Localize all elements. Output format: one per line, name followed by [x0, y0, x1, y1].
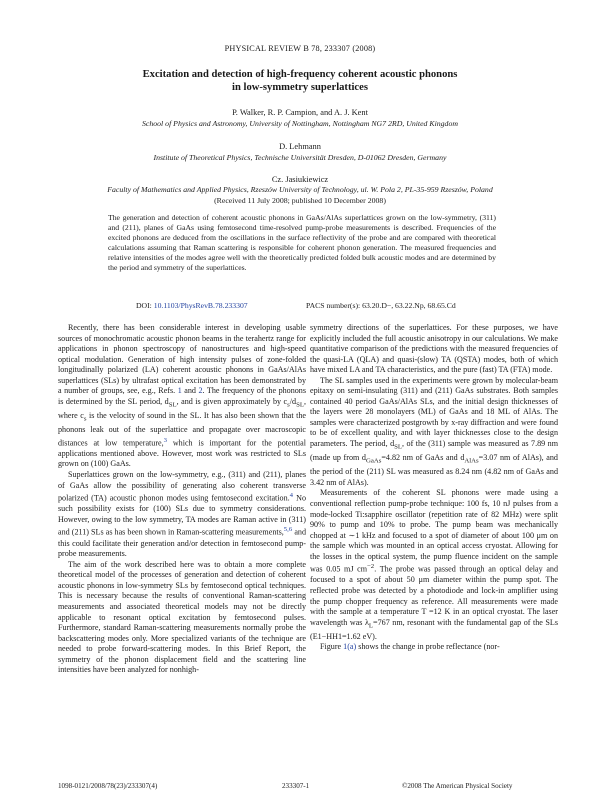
affiliation-2: Institute of Theoretical Physics, Technische Universität Dresden, D-01062 Dresden, Germany — [153, 153, 447, 162]
paragraph: The aim of the work described here was to obtain a more complete theoretical model of the processes of generation and detection of coherent acoustic phonons in low-symmetry SLs by femtosecond optical techniques. This is necessary because the results of conventional Raman-scattering measurements and associated theoretical models may not be directly applicable to resonant optical excitation by femtosecond pulses. Furthermore, standard Raman-scattering measurements normally probe the backscattering modes only. More specialized variants of the technique are needed to probe forward-scattering modes. In this Brief Report, the symmetry of the phonon displacement field and the scattering line intensities have been analyzed for nonhigh- — [58, 559, 306, 675]
reference-link[interactable]: 2 — [198, 386, 203, 396]
pacs-numbers: PACS number(s): 63.20.D−, 63.22.Np, 68.65.Cd — [306, 301, 456, 310]
author-list-2: D. Lehmann — [279, 142, 321, 151]
author-list-3: Cz. Jasiukiewicz — [271, 175, 329, 184]
journal-header: PHYSICAL REVIEW B 78, 233307 (2008) — [224, 44, 376, 53]
received-dates: (Received 11 July 2008; published 10 December 2008) — [214, 196, 386, 205]
doi-label: DOI: — [136, 301, 152, 310]
affiliation-3: Faculty of Mathematics and Applied Physics, Rzeszów University of Technology, ul. W. Pola 2, PL-35-959 Rzeszów, Poland — [107, 185, 493, 194]
paragraph: symmetry directions of the superlattices. For these purposes, we have explicitly included the full acoustic anisotropy in our calculations. We make quantitative comparison of the predictions with the measured frequencies of the quasi-LA (QLA) and quasi-(slow) TA (QSTA) modes, both of which have mixed LA and TA characteristics, and the pure (fast) TA (FTA) mode. — [310, 323, 558, 375]
reference-link[interactable]: 5,6 — [283, 526, 293, 534]
paper-title — [60, 68, 540, 94]
affiliation-1: School of Physics and Astronomy, University of Nottingham, Nottingham NG7 2RD, United Kingdom — [142, 119, 458, 128]
body-left-column — [58, 323, 306, 676]
paragraph: The SL samples used in the experiments were grown by molecular-beam epitaxy on semi-insulating (311) and (211) GaAs substrates. Both samples contained 40 period GaAs/AlAs SLs, and the initial design thicknesses of the layers were 28 monolayers (ML) of GaAs and 18 ML of AlAs. The samples were characterized postgrowth by x-ray diffraction and were found to be of excellent quality, and with layer thicknesses close to the design parameters. The period, $d_{SL}$, of the (311) sample was measured as 7.89 nm (made up from $d_{GaAs}=4.82$ nm of GaAs and $d_{AlAs}=3.07$ nm of AlAs), and the period of the (211) SL was measured as 8.24 nm (4.82 nm of GaAs and 3.42 nm of AlAs). — [310, 375, 559, 487]
reference-link[interactable]: 3 — [163, 436, 168, 444]
paragraph: Figure 1(a) shows the change in probe reflectance (nor- — [320, 642, 500, 652]
reference-link[interactable]: 1 — [177, 386, 182, 396]
reference-link[interactable]: 4 — [289, 492, 294, 500]
doi-link[interactable]: 10.1103/PhysRevB.78.233307 — [153, 301, 248, 310]
footer-copyright: ©2008 The American Physical Society — [402, 782, 513, 790]
figure-link[interactable]: 1(a) — [343, 642, 357, 652]
author-list-1: P. Walker, R. P. Campion, and A. J. Kent — [232, 108, 368, 117]
doi-line — [136, 301, 248, 310]
footer-issn: 1098-0121/2008/78(23)/233307(4) — [58, 782, 158, 790]
paper-title-line-2: in low-symmetry superlattices — [232, 82, 368, 93]
footer-page-number: 233307-1 — [282, 782, 310, 790]
paper-title-line-1: Excitation and detection of high-frequency coherent acoustic phonons — [142, 69, 458, 80]
abstract: The generation and detection of coherent acoustic phonons in GaAs/AlAs superlattices grown on the low-symmetry, (311) and (211), planes of GaAs using femtosecond time-resolved pump-probe measurements is described. Frequencies of the excited phonons are deduced from the oscillations in the surface reflectivity of the probe and are compared with theoretical calculations assuming that Raman scattering is responsible for coherent phonon generation. The measured frequencies and relative intensities of the modes agree well with the theoretically predicted folded bulk acoustic modes and are determined by the period and symmetry of the superlattices. — [108, 213, 496, 272]
paragraph: Recently, there has been considerable interest in developing usable sources of monochromatic acoustic phonon beams in the terahertz range for applications in phonon spectroscopy of nanostructures and high-speed optical modulation. Generation of high intensity pulses of zone-folded longitudinally polarized (LA) coherent acoustic phonons in GaAs/AlAs superlattices (SLs) by ultrafast optical excitation has been demonstrated by a number of groups, see, e.g., Refs. 1 and 2. The frequency of the phonons is determined by the SL period, $d_{SL}$, and is given approximately by $c_s/d_{SL}$, where $c_s$ is the velocity of sound in the SL. It has also been shown that the phonons leak out of the superlattice and propagate over macroscopic distances at low temperature,$^3$ which is important for the potential applications mentioned above. However, most work was restricted to SLs grown on (100) GaAs. — [58, 323, 307, 469]
paragraph: Measurements of the coherent SL phonons were made using a conventional reflection pump-probe technique: 100 fs, 10 nJ pulses from a mode-locked Ti:sapphire oscillator (repetition rate of 82 MHz) were split 90% to pump and 10% to probe. The pump beam was mechanically chopped at ∼1 kHz and focused to a spot of diameter of about 100 μm on the sample which was mounted in an optical access cryostat. Allowing for the losses in the optical system, the pump fluence incident on the sample was 0.05 mJ $cm^{-2}$. The probe was passed through an optical delay and focused to a spot of about 50 μm diameter within the pump spot. The reflected probe was detected by a photodiode and lock-in amplifier using the pump chopper frequency as reference. All measurements were made with the sample at a temperature T =12 K in an optical cryostat. The laser wavelength was $\lambda_L=767$ nm, resonant with the fundamental gap of the SLs (E1−HH1=1.62 eV). — [310, 488, 559, 641]
body-right-column — [310, 323, 558, 653]
paragraph: Superlattices grown on the low-symmetry, e.g., (311) and (211), planes of GaAs allow the possibility of generating also coherent transverse polarized (TA) acoustic phonon modes using femtosecond excitation.$^4$ No such possibility exists for (100) SLs due to symmetry considerations. However, owing to the low symmetry, TA modes are Raman active in (311) and (211) SLs as has been shown in Raman-scattering measurements,$^{5,6}$ and this could facilitate their generation and/or detection in femtosecond pump-probe measurements. — [58, 470, 306, 559]
